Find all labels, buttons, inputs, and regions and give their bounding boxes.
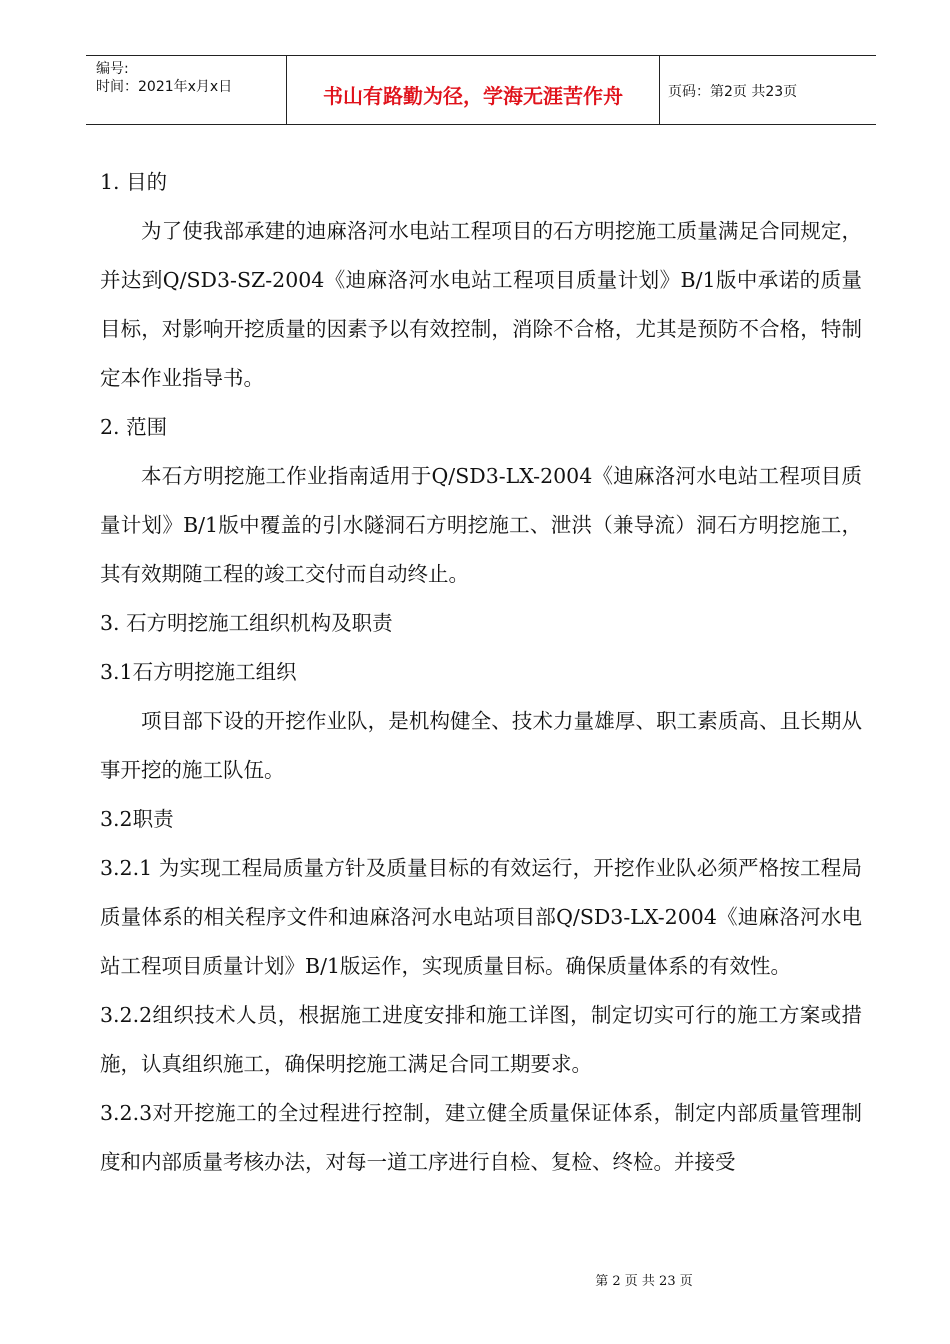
paragraph: 3.2.1 为实现工程局质量方针及质量目标的有效运行，开挖作业队必须严格按工程局质量体系的相关程序文件和迪麻洛河水电站项目部Q/SD3-LX-2004《迪麻洛河水电站工程项目质量计划》B/1版运作，实现质量目标。确保质量体系的有效性。	[100, 856, 862, 978]
header-page-info: 页码：第2页 共23页	[668, 84, 798, 100]
paragraph: 本石方明挖施工作业指南适用于Q/SD3-LX-2004《迪麻洛河水电站工程项目质量计划》B/1版中覆盖的引水隧洞石方明挖施工、泄洪（兼导流）洞石方明挖施工，其有效期随工程的竣工交付而自动终止。	[100, 464, 862, 586]
paragraph: 项目部下设的开挖作业队，是机构健全、技术力量雄厚、职工素质高、且长期从事开挖的施工队伍。	[100, 709, 862, 782]
date-label: 时间：2021年x月x日	[96, 79, 233, 95]
subsection-heading: 3.1石方明挖施工组织	[100, 660, 297, 684]
header-motto: 书山有路勤为径，学海无涯苦作舟	[323, 84, 623, 108]
header-meta	[86, 56, 286, 124]
header-page-cell	[658, 56, 876, 124]
header-motto-cell	[286, 56, 660, 124]
subsection-heading: 3.2职责	[100, 807, 174, 831]
section-heading: 2. 范围	[100, 415, 168, 439]
page-footer: 第 2 页 共 23 页	[595, 1274, 693, 1289]
paragraph: 3.2.2组织技术人员，根据施工进度安排和施工详图，制定切实可行的施工方案或措施，认真组织施工，确保明挖施工满足合同工期要求。	[100, 1003, 862, 1076]
section-heading: 3. 石方明挖施工组织机构及职责	[100, 611, 393, 635]
paragraph: 为了使我部承建的迪麻洛河水电站工程项目的石方明挖施工质量满足合同规定，并达到Q/SD3-SZ-2004《迪麻洛河水电站工程项目质量计划》B/1版中承诺的质量目标，对影响开挖质量的因素予以有效控制，消除不合格，尤其是预防不合格，特制定本作业指导书。	[100, 219, 862, 390]
page-header	[86, 55, 876, 125]
document-body	[100, 158, 862, 1187]
section-heading: 1. 目的	[100, 170, 168, 194]
serial-label: 编号:	[96, 61, 129, 77]
paragraph: 3.2.3对开挖施工的全过程进行控制，建立健全质量保证体系，制定内部质量管理制度和内部质量考核办法，对每一道工序进行自检、复检、终检。并接受	[100, 1101, 862, 1174]
